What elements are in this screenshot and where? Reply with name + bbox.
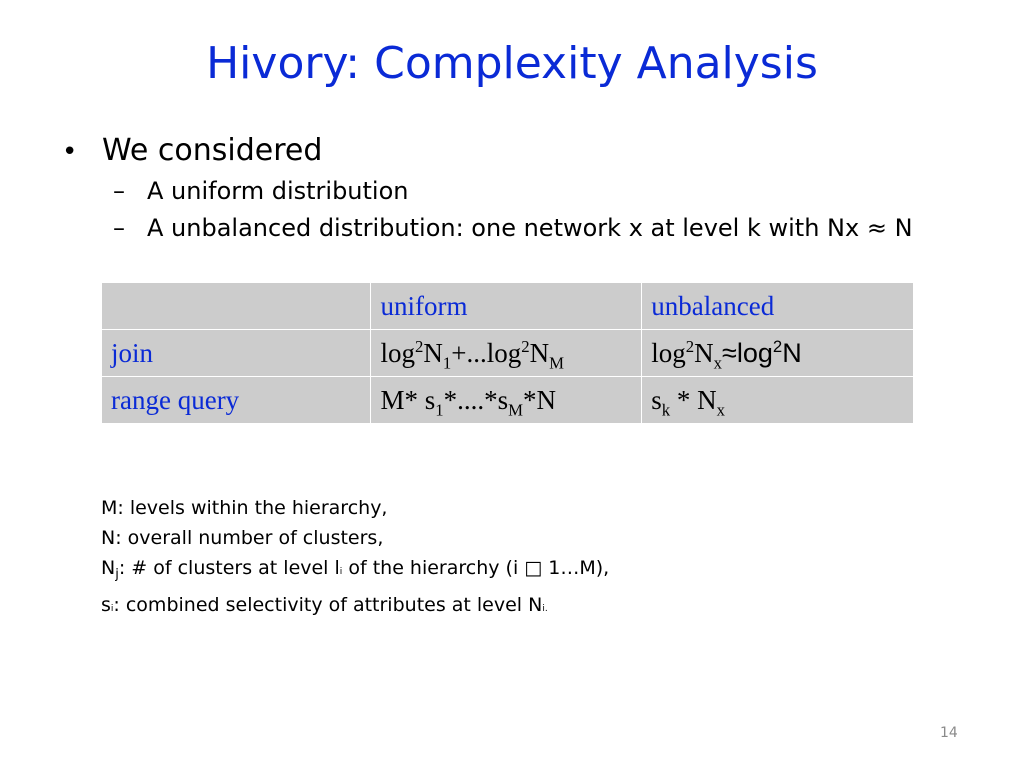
subbullet-text: A unbalanced distribution: one network x at level k with Nx ≈ N bbox=[147, 214, 913, 242]
page-number: 14 bbox=[940, 725, 958, 741]
bullet-item bbox=[62, 133, 322, 168]
bullet-text: We considered bbox=[102, 133, 323, 168]
header-cell-uniform: uniform bbox=[371, 283, 642, 330]
missing-glyph-icon: □ bbox=[524, 557, 543, 579]
table-row-join bbox=[102, 330, 914, 377]
note-line: N: overall number of clusters, bbox=[101, 527, 384, 549]
note-line: $N_j$: # of clusters at level li of the hierarchy (i □ 1…M), bbox=[101, 557, 610, 582]
cell-range-uniform: M* $s_1*....*s_M*N$ bbox=[371, 377, 642, 424]
slide-title: Hivory: Complexity Analysis bbox=[206, 38, 818, 89]
row-label-join: join bbox=[102, 330, 371, 377]
note-line: M: levels within the hierarchy, bbox=[101, 497, 388, 519]
subbullet-item bbox=[113, 177, 409, 205]
subbullet-dash-icon: – bbox=[113, 177, 125, 205]
subbullet-text: A uniform distribution bbox=[147, 177, 409, 205]
note-line: si: combined selectivity of attributes at level Ni. bbox=[101, 594, 548, 616]
complexity-table bbox=[101, 282, 914, 424]
table-row-range-query bbox=[102, 377, 914, 424]
subbullet-dash-icon: – bbox=[113, 214, 125, 242]
cell-range-unbalanced: $s_k * N_x$ bbox=[642, 377, 914, 424]
legend-notes bbox=[101, 493, 609, 624]
table-header-row bbox=[102, 283, 914, 330]
subbullet-item bbox=[113, 214, 913, 242]
row-label-range-query: range query bbox=[102, 377, 371, 424]
bullet-dot-icon: • bbox=[62, 137, 78, 167]
header-cell-unbalanced: unbalanced bbox=[642, 283, 914, 330]
header-cell bbox=[102, 283, 371, 330]
cell-join-uniform: $\log^2N_1+...\log^2N_M$ bbox=[371, 330, 642, 377]
cell-join-unbalanced: $\log^2N_x\approx\log^2N$ bbox=[642, 330, 914, 377]
